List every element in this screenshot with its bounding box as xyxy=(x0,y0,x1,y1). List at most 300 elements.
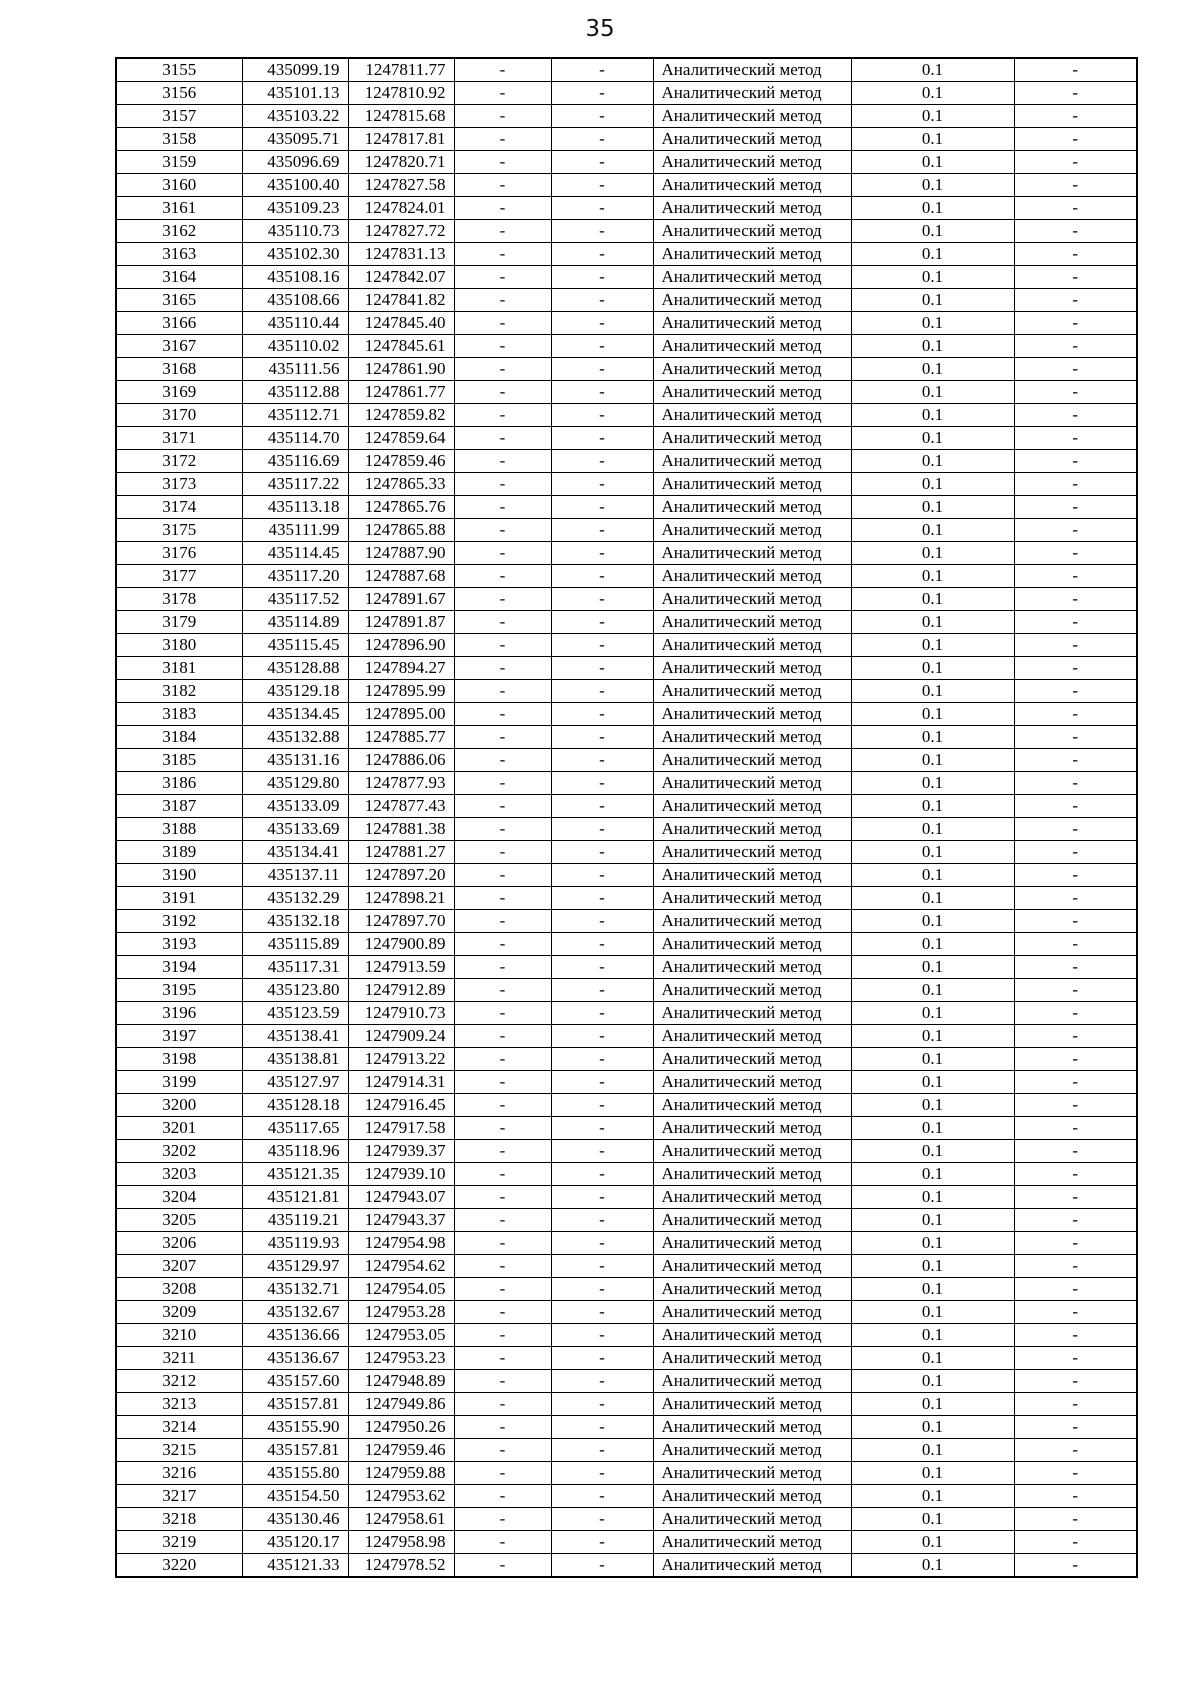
table-row xyxy=(116,82,1137,105)
empty-value-cell: - xyxy=(551,220,653,243)
y-coordinate-cell: 1247954.62 xyxy=(348,1255,454,1278)
table-row xyxy=(116,1048,1137,1071)
point-number-cell: 3159 xyxy=(116,151,242,174)
accuracy-cell: 0.1 xyxy=(851,381,1014,404)
point-number-cell: 3210 xyxy=(116,1324,242,1347)
empty-value-cell: - xyxy=(1014,1025,1137,1048)
x-coordinate-cell: 435114.89 xyxy=(242,611,348,634)
table-row xyxy=(116,1094,1137,1117)
empty-value-cell: - xyxy=(454,887,551,910)
empty-value-cell: - xyxy=(551,427,653,450)
table-row xyxy=(116,1370,1137,1393)
y-coordinate-cell: 1247953.05 xyxy=(348,1324,454,1347)
table-row xyxy=(116,404,1137,427)
point-number-cell: 3207 xyxy=(116,1255,242,1278)
point-number-cell: 3160 xyxy=(116,174,242,197)
table-row xyxy=(116,657,1137,680)
x-coordinate-cell: 435129.18 xyxy=(242,680,348,703)
accuracy-cell: 0.1 xyxy=(851,496,1014,519)
y-coordinate-cell: 1247859.46 xyxy=(348,450,454,473)
empty-value-cell: - xyxy=(1014,450,1137,473)
point-number-cell: 3220 xyxy=(116,1554,242,1578)
empty-value-cell: - xyxy=(1014,1462,1137,1485)
y-coordinate-cell: 1247885.77 xyxy=(348,726,454,749)
empty-value-cell: - xyxy=(551,979,653,1002)
table-row xyxy=(116,174,1137,197)
y-coordinate-cell: 1247953.23 xyxy=(348,1347,454,1370)
y-coordinate-cell: 1247912.89 xyxy=(348,979,454,1002)
y-coordinate-cell: 1247824.01 xyxy=(348,197,454,220)
point-number-cell: 3166 xyxy=(116,312,242,335)
y-coordinate-cell: 1247831.13 xyxy=(348,243,454,266)
x-coordinate-cell: 435157.81 xyxy=(242,1439,348,1462)
empty-value-cell: - xyxy=(1014,772,1137,795)
table-row xyxy=(116,1462,1137,1485)
method-cell: Аналитический метод xyxy=(653,1301,851,1324)
method-cell: Аналитический метод xyxy=(653,1117,851,1140)
x-coordinate-cell: 435121.81 xyxy=(242,1186,348,1209)
empty-value-cell: - xyxy=(454,427,551,450)
y-coordinate-cell: 1247900.89 xyxy=(348,933,454,956)
method-cell: Аналитический метод xyxy=(653,1278,851,1301)
empty-value-cell: - xyxy=(1014,496,1137,519)
x-coordinate-cell: 435123.80 xyxy=(242,979,348,1002)
empty-value-cell: - xyxy=(454,519,551,542)
accuracy-cell: 0.1 xyxy=(851,58,1014,82)
point-number-cell: 3213 xyxy=(116,1393,242,1416)
table-row xyxy=(116,312,1137,335)
accuracy-cell: 0.1 xyxy=(851,1278,1014,1301)
empty-value-cell: - xyxy=(1014,312,1137,335)
table-row xyxy=(116,289,1137,312)
point-number-cell: 3199 xyxy=(116,1071,242,1094)
empty-value-cell: - xyxy=(1014,427,1137,450)
y-coordinate-cell: 1247953.62 xyxy=(348,1485,454,1508)
x-coordinate-cell: 435121.35 xyxy=(242,1163,348,1186)
x-coordinate-cell: 435110.44 xyxy=(242,312,348,335)
empty-value-cell: - xyxy=(1014,1255,1137,1278)
method-cell: Аналитический метод xyxy=(653,933,851,956)
y-coordinate-cell: 1247845.61 xyxy=(348,335,454,358)
accuracy-cell: 0.1 xyxy=(851,542,1014,565)
y-coordinate-cell: 1247861.90 xyxy=(348,358,454,381)
empty-value-cell: - xyxy=(454,542,551,565)
point-number-cell: 3171 xyxy=(116,427,242,450)
empty-value-cell: - xyxy=(1014,1278,1137,1301)
empty-value-cell: - xyxy=(1014,358,1137,381)
accuracy-cell: 0.1 xyxy=(851,335,1014,358)
empty-value-cell: - xyxy=(454,1186,551,1209)
empty-value-cell: - xyxy=(1014,749,1137,772)
method-cell: Аналитический метод xyxy=(653,1232,851,1255)
table-row xyxy=(116,473,1137,496)
point-number-cell: 3191 xyxy=(116,887,242,910)
y-coordinate-cell: 1247949.86 xyxy=(348,1393,454,1416)
empty-value-cell: - xyxy=(454,1025,551,1048)
point-number-cell: 3185 xyxy=(116,749,242,772)
method-cell: Аналитический метод xyxy=(653,542,851,565)
y-coordinate-cell: 1247910.73 xyxy=(348,1002,454,1025)
accuracy-cell: 0.1 xyxy=(851,1163,1014,1186)
table-row xyxy=(116,1025,1137,1048)
empty-value-cell: - xyxy=(551,289,653,312)
empty-value-cell: - xyxy=(454,335,551,358)
empty-value-cell: - xyxy=(454,1393,551,1416)
empty-value-cell: - xyxy=(454,358,551,381)
empty-value-cell: - xyxy=(454,151,551,174)
empty-value-cell: - xyxy=(1014,1485,1137,1508)
accuracy-cell: 0.1 xyxy=(851,772,1014,795)
y-coordinate-cell: 1247913.59 xyxy=(348,956,454,979)
table-row xyxy=(116,818,1137,841)
y-coordinate-cell: 1247895.00 xyxy=(348,703,454,726)
method-cell: Аналитический метод xyxy=(653,772,851,795)
empty-value-cell: - xyxy=(454,1485,551,1508)
empty-value-cell: - xyxy=(1014,1554,1137,1578)
empty-value-cell: - xyxy=(1014,1071,1137,1094)
empty-value-cell: - xyxy=(454,1370,551,1393)
x-coordinate-cell: 435102.30 xyxy=(242,243,348,266)
point-number-cell: 3208 xyxy=(116,1278,242,1301)
accuracy-cell: 0.1 xyxy=(851,1531,1014,1554)
empty-value-cell: - xyxy=(1014,703,1137,726)
empty-value-cell: - xyxy=(454,1416,551,1439)
point-number-cell: 3184 xyxy=(116,726,242,749)
point-number-cell: 3157 xyxy=(116,105,242,128)
empty-value-cell: - xyxy=(454,818,551,841)
x-coordinate-cell: 435109.23 xyxy=(242,197,348,220)
table-row xyxy=(116,726,1137,749)
empty-value-cell: - xyxy=(454,1232,551,1255)
accuracy-cell: 0.1 xyxy=(851,1186,1014,1209)
empty-value-cell: - xyxy=(1014,657,1137,680)
table-row xyxy=(116,611,1137,634)
method-cell: Аналитический метод xyxy=(653,58,851,82)
y-coordinate-cell: 1247881.38 xyxy=(348,818,454,841)
empty-value-cell: - xyxy=(551,634,653,657)
x-coordinate-cell: 435155.90 xyxy=(242,1416,348,1439)
empty-value-cell: - xyxy=(454,1347,551,1370)
method-cell: Аналитический метод xyxy=(653,864,851,887)
empty-value-cell: - xyxy=(454,450,551,473)
accuracy-cell: 0.1 xyxy=(851,703,1014,726)
method-cell: Аналитический метод xyxy=(653,197,851,220)
empty-value-cell: - xyxy=(454,565,551,588)
method-cell: Аналитический метод xyxy=(653,1370,851,1393)
y-coordinate-cell: 1247817.81 xyxy=(348,128,454,151)
empty-value-cell: - xyxy=(551,335,653,358)
y-coordinate-cell: 1247820.71 xyxy=(348,151,454,174)
method-cell: Аналитический метод xyxy=(653,680,851,703)
empty-value-cell: - xyxy=(551,1462,653,1485)
y-coordinate-cell: 1247827.72 xyxy=(348,220,454,243)
x-coordinate-cell: 435138.81 xyxy=(242,1048,348,1071)
x-coordinate-cell: 435120.17 xyxy=(242,1531,348,1554)
empty-value-cell: - xyxy=(1014,82,1137,105)
empty-value-cell: - xyxy=(1014,1347,1137,1370)
empty-value-cell: - xyxy=(454,1002,551,1025)
point-number-cell: 3205 xyxy=(116,1209,242,1232)
method-cell: Аналитический метод xyxy=(653,979,851,1002)
point-number-cell: 3192 xyxy=(116,910,242,933)
accuracy-cell: 0.1 xyxy=(851,588,1014,611)
empty-value-cell: - xyxy=(1014,588,1137,611)
accuracy-cell: 0.1 xyxy=(851,657,1014,680)
accuracy-cell: 0.1 xyxy=(851,680,1014,703)
empty-value-cell: - xyxy=(551,1094,653,1117)
x-coordinate-cell: 435137.11 xyxy=(242,864,348,887)
x-coordinate-cell: 435096.69 xyxy=(242,151,348,174)
accuracy-cell: 0.1 xyxy=(851,519,1014,542)
x-coordinate-cell: 435112.88 xyxy=(242,381,348,404)
y-coordinate-cell: 1247859.64 xyxy=(348,427,454,450)
y-coordinate-cell: 1247909.24 xyxy=(348,1025,454,1048)
x-coordinate-cell: 435132.67 xyxy=(242,1301,348,1324)
table-row xyxy=(116,1255,1137,1278)
accuracy-cell: 0.1 xyxy=(851,197,1014,220)
method-cell: Аналитический метод xyxy=(653,956,851,979)
empty-value-cell: - xyxy=(454,634,551,657)
x-coordinate-cell: 435111.99 xyxy=(242,519,348,542)
empty-value-cell: - xyxy=(454,1163,551,1186)
x-coordinate-cell: 435111.56 xyxy=(242,358,348,381)
empty-value-cell: - xyxy=(551,381,653,404)
empty-value-cell: - xyxy=(454,1071,551,1094)
empty-value-cell: - xyxy=(551,58,653,82)
method-cell: Аналитический метод xyxy=(653,427,851,450)
point-number-cell: 3209 xyxy=(116,1301,242,1324)
table-row xyxy=(116,542,1137,565)
accuracy-cell: 0.1 xyxy=(851,427,1014,450)
method-cell: Аналитический метод xyxy=(653,611,851,634)
method-cell: Аналитический метод xyxy=(653,818,851,841)
empty-value-cell: - xyxy=(454,703,551,726)
table-row xyxy=(116,450,1137,473)
point-number-cell: 3202 xyxy=(116,1140,242,1163)
table-row xyxy=(116,358,1137,381)
y-coordinate-cell: 1247877.43 xyxy=(348,795,454,818)
x-coordinate-cell: 435132.88 xyxy=(242,726,348,749)
empty-value-cell: - xyxy=(551,1002,653,1025)
empty-value-cell: - xyxy=(1014,979,1137,1002)
table-row xyxy=(116,197,1137,220)
accuracy-cell: 0.1 xyxy=(851,450,1014,473)
point-number-cell: 3167 xyxy=(116,335,242,358)
point-number-cell: 3175 xyxy=(116,519,242,542)
x-coordinate-cell: 435108.66 xyxy=(242,289,348,312)
empty-value-cell: - xyxy=(454,1554,551,1578)
method-cell: Аналитический метод xyxy=(653,841,851,864)
x-coordinate-cell: 435113.18 xyxy=(242,496,348,519)
accuracy-cell: 0.1 xyxy=(851,473,1014,496)
accuracy-cell: 0.1 xyxy=(851,1485,1014,1508)
table-row xyxy=(116,1439,1137,1462)
y-coordinate-cell: 1247897.70 xyxy=(348,910,454,933)
y-coordinate-cell: 1247842.07 xyxy=(348,266,454,289)
table-row xyxy=(116,496,1137,519)
accuracy-cell: 0.1 xyxy=(851,1117,1014,1140)
y-coordinate-cell: 1247894.27 xyxy=(348,657,454,680)
point-number-cell: 3165 xyxy=(116,289,242,312)
empty-value-cell: - xyxy=(551,542,653,565)
x-coordinate-cell: 435115.45 xyxy=(242,634,348,657)
empty-value-cell: - xyxy=(551,82,653,105)
method-cell: Аналитический метод xyxy=(653,404,851,427)
empty-value-cell: - xyxy=(551,887,653,910)
empty-value-cell: - xyxy=(1014,1370,1137,1393)
y-coordinate-cell: 1247954.98 xyxy=(348,1232,454,1255)
method-cell: Аналитический метод xyxy=(653,1439,851,1462)
x-coordinate-cell: 435110.02 xyxy=(242,335,348,358)
method-cell: Аналитический метод xyxy=(653,1163,851,1186)
method-cell: Аналитический метод xyxy=(653,519,851,542)
point-number-cell: 3180 xyxy=(116,634,242,657)
point-number-cell: 3206 xyxy=(116,1232,242,1255)
empty-value-cell: - xyxy=(551,1370,653,1393)
accuracy-cell: 0.1 xyxy=(851,151,1014,174)
point-number-cell: 3156 xyxy=(116,82,242,105)
empty-value-cell: - xyxy=(551,1485,653,1508)
empty-value-cell: - xyxy=(1014,1094,1137,1117)
point-number-cell: 3201 xyxy=(116,1117,242,1140)
y-coordinate-cell: 1247881.27 xyxy=(348,841,454,864)
empty-value-cell: - xyxy=(1014,1140,1137,1163)
table-row xyxy=(116,427,1137,450)
y-coordinate-cell: 1247916.45 xyxy=(348,1094,454,1117)
method-cell: Аналитический метод xyxy=(653,1508,851,1531)
table-row xyxy=(116,151,1137,174)
empty-value-cell: - xyxy=(1014,151,1137,174)
method-cell: Аналитический метод xyxy=(653,1255,851,1278)
point-number-cell: 3194 xyxy=(116,956,242,979)
empty-value-cell: - xyxy=(551,726,653,749)
y-coordinate-cell: 1247896.90 xyxy=(348,634,454,657)
x-coordinate-cell: 435157.60 xyxy=(242,1370,348,1393)
empty-value-cell: - xyxy=(454,404,551,427)
point-number-cell: 3214 xyxy=(116,1416,242,1439)
accuracy-cell: 0.1 xyxy=(851,1140,1014,1163)
method-cell: Аналитический метод xyxy=(653,266,851,289)
y-coordinate-cell: 1247959.46 xyxy=(348,1439,454,1462)
x-coordinate-cell: 435117.65 xyxy=(242,1117,348,1140)
empty-value-cell: - xyxy=(551,588,653,611)
method-cell: Аналитический метод xyxy=(653,1048,851,1071)
accuracy-cell: 0.1 xyxy=(851,1232,1014,1255)
empty-value-cell: - xyxy=(1014,634,1137,657)
point-number-cell: 3198 xyxy=(116,1048,242,1071)
point-number-cell: 3217 xyxy=(116,1485,242,1508)
empty-value-cell: - xyxy=(454,933,551,956)
accuracy-cell: 0.1 xyxy=(851,749,1014,772)
x-coordinate-cell: 435119.93 xyxy=(242,1232,348,1255)
method-cell: Аналитический метод xyxy=(653,726,851,749)
empty-value-cell: - xyxy=(1014,956,1137,979)
method-cell: Аналитический метод xyxy=(653,220,851,243)
y-coordinate-cell: 1247914.31 xyxy=(348,1071,454,1094)
method-cell: Аналитический метод xyxy=(653,128,851,151)
empty-value-cell: - xyxy=(1014,841,1137,864)
empty-value-cell: - xyxy=(1014,887,1137,910)
empty-value-cell: - xyxy=(1014,680,1137,703)
y-coordinate-cell: 1247959.88 xyxy=(348,1462,454,1485)
x-coordinate-cell: 435123.59 xyxy=(242,1002,348,1025)
point-number-cell: 3168 xyxy=(116,358,242,381)
empty-value-cell: - xyxy=(551,1278,653,1301)
empty-value-cell: - xyxy=(454,910,551,933)
x-coordinate-cell: 435116.69 xyxy=(242,450,348,473)
empty-value-cell: - xyxy=(551,151,653,174)
x-coordinate-cell: 435117.20 xyxy=(242,565,348,588)
point-number-cell: 3196 xyxy=(116,1002,242,1025)
y-coordinate-cell: 1247865.88 xyxy=(348,519,454,542)
y-coordinate-cell: 1247859.82 xyxy=(348,404,454,427)
empty-value-cell: - xyxy=(551,795,653,818)
empty-value-cell: - xyxy=(1014,1301,1137,1324)
point-number-cell: 3190 xyxy=(116,864,242,887)
x-coordinate-cell: 435133.69 xyxy=(242,818,348,841)
point-number-cell: 3162 xyxy=(116,220,242,243)
empty-value-cell: - xyxy=(551,565,653,588)
empty-value-cell: - xyxy=(454,588,551,611)
table-row xyxy=(116,1163,1137,1186)
method-cell: Аналитический метод xyxy=(653,887,851,910)
x-coordinate-cell: 435128.88 xyxy=(242,657,348,680)
method-cell: Аналитический метод xyxy=(653,657,851,680)
accuracy-cell: 0.1 xyxy=(851,404,1014,427)
empty-value-cell: - xyxy=(551,1117,653,1140)
empty-value-cell: - xyxy=(551,450,653,473)
empty-value-cell: - xyxy=(1014,289,1137,312)
accuracy-cell: 0.1 xyxy=(851,312,1014,335)
method-cell: Аналитический метод xyxy=(653,381,851,404)
empty-value-cell: - xyxy=(454,128,551,151)
empty-value-cell: - xyxy=(551,1301,653,1324)
page-number: 35 xyxy=(585,16,615,42)
y-coordinate-cell: 1247943.07 xyxy=(348,1186,454,1209)
x-coordinate-cell: 435117.22 xyxy=(242,473,348,496)
point-number-cell: 3182 xyxy=(116,680,242,703)
table-row xyxy=(116,749,1137,772)
x-coordinate-cell: 435133.09 xyxy=(242,795,348,818)
method-cell: Аналитический метод xyxy=(653,703,851,726)
method-cell: Аналитический метод xyxy=(653,243,851,266)
empty-value-cell: - xyxy=(551,841,653,864)
table-row xyxy=(116,1416,1137,1439)
empty-value-cell: - xyxy=(1014,220,1137,243)
table-row xyxy=(116,58,1137,82)
method-cell: Аналитический метод xyxy=(653,1186,851,1209)
empty-value-cell: - xyxy=(454,1439,551,1462)
empty-value-cell: - xyxy=(551,266,653,289)
empty-value-cell: - xyxy=(1014,1186,1137,1209)
empty-value-cell: - xyxy=(551,1071,653,1094)
empty-value-cell: - xyxy=(551,1255,653,1278)
empty-value-cell: - xyxy=(1014,1508,1137,1531)
x-coordinate-cell: 435100.40 xyxy=(242,174,348,197)
table-row xyxy=(116,1301,1137,1324)
x-coordinate-cell: 435132.71 xyxy=(242,1278,348,1301)
point-number-cell: 3218 xyxy=(116,1508,242,1531)
empty-value-cell: - xyxy=(454,105,551,128)
method-cell: Аналитический метод xyxy=(653,1347,851,1370)
empty-value-cell: - xyxy=(551,772,653,795)
y-coordinate-cell: 1247913.22 xyxy=(348,1048,454,1071)
empty-value-cell: - xyxy=(551,174,653,197)
empty-value-cell: - xyxy=(454,1278,551,1301)
y-coordinate-cell: 1247827.58 xyxy=(348,174,454,197)
empty-value-cell: - xyxy=(1014,864,1137,887)
empty-value-cell: - xyxy=(551,312,653,335)
